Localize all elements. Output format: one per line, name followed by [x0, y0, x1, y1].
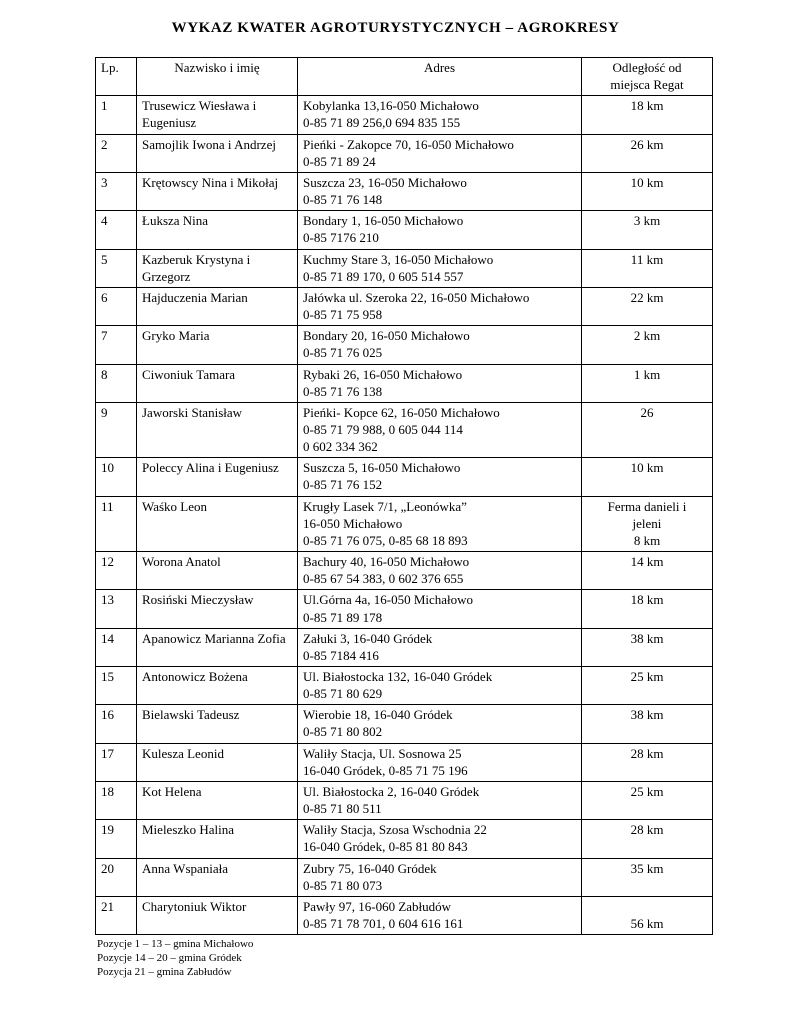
- cell-distance: [582, 781, 713, 819]
- address-line: Jałówka ul. Szeroka 22, 16-050 Michałowo: [303, 289, 530, 305]
- header-distance-line1: Odległość od: [612, 60, 682, 75]
- cell-distance: [582, 552, 713, 590]
- cell-name: Samojlik Iwona i Andrzej: [137, 134, 298, 172]
- cell-address: [298, 364, 582, 402]
- address-line: 0-85 71 80 511: [303, 801, 382, 817]
- address-line: 0-85 7176 210: [303, 230, 379, 246]
- cell-lp: 2: [96, 134, 137, 172]
- cell-name: Bielawski Tadeusz: [137, 705, 298, 743]
- cell-lp: 15: [96, 667, 137, 705]
- header-address: Adres: [298, 58, 582, 96]
- table-row: [96, 590, 713, 628]
- address-line: Ul. Białostocka 2, 16-040 Gródek: [303, 783, 480, 799]
- address-line: 0-85 71 80 629: [303, 686, 383, 702]
- header-distance: [582, 58, 713, 96]
- cell-lp: 21: [96, 896, 137, 934]
- cell-lp: 8: [96, 364, 137, 402]
- cell-address: [298, 820, 582, 858]
- cell-address: [298, 326, 582, 364]
- cell-lp: 16: [96, 705, 137, 743]
- table-row: [96, 743, 713, 781]
- cell-name: Łuksza Nina: [137, 211, 298, 249]
- cell-lp: 1: [96, 96, 137, 134]
- distance-line: 56 km: [630, 916, 664, 932]
- address-line: 0-85 71 75 958: [303, 307, 383, 323]
- address-line: 0 602 334 362: [303, 439, 378, 455]
- address-line: 0-85 67 54 383, 0 602 376 655: [303, 571, 464, 587]
- table-row: [96, 896, 713, 934]
- cell-distance: [582, 249, 713, 287]
- cell-address: [298, 458, 582, 496]
- cell-distance: [582, 458, 713, 496]
- cell-distance: [582, 628, 713, 666]
- address-line: Waliły Stacja, Szosa Wschodnia 22: [303, 822, 487, 838]
- distance-line: 25 km: [630, 783, 664, 799]
- distance-line: 10 km: [630, 174, 664, 190]
- address-line: Załuki 3, 16-040 Gródek: [303, 630, 433, 646]
- cell-distance: [582, 858, 713, 896]
- table-row: [96, 326, 713, 364]
- note-line-3: Pozycja 21 – gmina Zabłudów: [97, 965, 232, 978]
- cell-distance: [582, 896, 713, 934]
- distance-line: 35 km: [630, 860, 664, 876]
- cell-address: [298, 211, 582, 249]
- cell-lp: 13: [96, 590, 137, 628]
- cell-lp: 4: [96, 211, 137, 249]
- cell-name: Trusewicz Wiesława i Eugeniusz: [137, 96, 298, 134]
- cell-lp: 9: [96, 402, 137, 457]
- table-row: [96, 211, 713, 249]
- cell-address: [298, 552, 582, 590]
- cell-distance: [582, 326, 713, 364]
- address-line: 0-85 71 89 24: [303, 153, 376, 169]
- cell-address: [298, 705, 582, 743]
- table-body: [96, 96, 713, 935]
- cell-address: [298, 496, 582, 551]
- address-line: 0-85 71 78 701, 0 604 616 161: [303, 916, 464, 932]
- header-distance-line2: miejsca Regat: [610, 77, 684, 93]
- cell-name: Kot Helena: [137, 781, 298, 819]
- cell-name: Krętowscy Nina i Mikołaj: [137, 172, 298, 210]
- table-row: [96, 781, 713, 819]
- cell-distance: [582, 667, 713, 705]
- table-row: [96, 858, 713, 896]
- cell-lp: 11: [96, 496, 137, 551]
- distance-line: 11 km: [630, 251, 664, 267]
- table-row: [96, 96, 713, 134]
- address-line: 0-85 71 76 148: [303, 192, 383, 208]
- cell-name: Mieleszko Halina: [137, 820, 298, 858]
- address-line: 0-85 71 89 170, 0 605 514 557: [303, 268, 464, 284]
- cell-distance: [582, 820, 713, 858]
- cell-name: Anna Wspaniała: [137, 858, 298, 896]
- address-line: Pawły 97, 16-060 Zabłudów: [303, 898, 452, 914]
- cell-name: Poleccy Alina i Eugeniusz: [137, 458, 298, 496]
- cell-lp: 20: [96, 858, 137, 896]
- cell-name: Kazberuk Krystyna i Grzegorz: [137, 249, 298, 287]
- address-line: 0-85 7184 416: [303, 647, 379, 663]
- distance-line: 22 km: [630, 289, 664, 305]
- address-line: 0-85 71 76 075, 0-85 68 18 893: [303, 532, 468, 548]
- cell-distance: [582, 287, 713, 325]
- cell-distance: [582, 496, 713, 551]
- cell-distance: [582, 705, 713, 743]
- distance-line: 28 km: [630, 745, 664, 761]
- address-line: Wierobie 18, 16-040 Gródek: [303, 707, 453, 723]
- cell-address: [298, 896, 582, 934]
- address-line: Rybaki 26, 16-050 Michałowo: [303, 366, 463, 382]
- distance-line: 3 km: [633, 213, 661, 229]
- distance-line: 14 km: [630, 554, 664, 570]
- header-name: Nazwisko i imię: [137, 58, 298, 96]
- cell-distance: [582, 402, 713, 457]
- address-line: Ul.Górna 4a, 16-050 Michałowo: [303, 592, 474, 608]
- table-row: [96, 134, 713, 172]
- distance-line: 26 km: [630, 136, 664, 152]
- cell-name: Waśko Leon: [137, 496, 298, 551]
- cell-address: [298, 402, 582, 457]
- table-header-row: [96, 58, 713, 96]
- address-line: Ul. Białostocka 132, 16-040 Gródek: [303, 669, 493, 684]
- table-row: [96, 496, 713, 551]
- cell-lp: 6: [96, 287, 137, 325]
- note-line-1: Pozycje 1 – 13 – gmina Michałowo: [97, 938, 254, 951]
- distance-line: 18 km: [630, 98, 664, 114]
- cell-lp: 10: [96, 458, 137, 496]
- address-line: 0-85 71 80 073: [303, 877, 383, 893]
- address-line: Zubry 75, 16-040 Gródek: [303, 860, 437, 876]
- cell-lp: 3: [96, 172, 137, 210]
- address-line: 16-040 Gródek, 0-85 81 80 843: [303, 839, 468, 855]
- address-line: 0-85 71 79 988, 0 605 044 114: [303, 421, 463, 437]
- cell-name: Antonowicz Bożena: [137, 667, 298, 705]
- address-line: 0-85 71 89 256,0 694 835 155: [303, 115, 461, 131]
- distance-line: 38 km: [630, 630, 664, 646]
- address-line: Pieńki- Kopce 62, 16-050 Michałowo: [303, 404, 500, 420]
- cell-name: Gryko Maria: [137, 326, 298, 364]
- cell-address: [298, 96, 582, 134]
- distance-line: 10 km: [630, 460, 664, 476]
- note-line-2: Pozycje 14 – 20 – gmina Gródek: [97, 951, 242, 964]
- address-line: Pieńki - Zakopce 70, 16-050 Michałowo: [303, 136, 514, 152]
- cell-address: [298, 628, 582, 666]
- distance-line: 18 km: [630, 592, 664, 608]
- page-title: WYKAZ KWATER AGROTURYSTYCZNYCH – AGROKRESY: [171, 20, 620, 36]
- table-row: [96, 705, 713, 743]
- cell-name: Jaworski Stanisław: [137, 402, 298, 457]
- cell-lp: 5: [96, 249, 137, 287]
- address-line: 16-040 Gródek, 0-85 71 75 196: [303, 762, 468, 778]
- cell-address: [298, 249, 582, 287]
- address-line: 0-85 71 89 178: [303, 609, 383, 625]
- cell-distance: [582, 172, 713, 210]
- cell-name: Kulesza Leonid: [137, 743, 298, 781]
- address-line: Bondary 20, 16-050 Michałowo: [303, 328, 470, 344]
- distance-line: 38 km: [630, 707, 664, 723]
- address-line: 0-85 71 76 152: [303, 477, 383, 493]
- table-row: [96, 667, 713, 705]
- header-lp: Lp.: [96, 58, 137, 96]
- address-line: Suszcza 5, 16-050 Michałowo: [303, 460, 461, 476]
- cell-distance: [582, 364, 713, 402]
- cell-distance: [582, 743, 713, 781]
- distance-line: 8 km: [633, 532, 661, 548]
- distance-line: 26: [640, 404, 654, 420]
- address-line: Waliły Stacja, Ul. Sosnowa 25: [303, 745, 462, 761]
- address-line: Kobylanka 13,16-050 Michałowo: [303, 98, 479, 114]
- cell-address: [298, 667, 582, 705]
- cell-distance: [582, 134, 713, 172]
- address-line: 16-050 Michałowo: [303, 515, 403, 531]
- table-row: [96, 402, 713, 457]
- cell-distance: [582, 590, 713, 628]
- footer-notes: [97, 938, 791, 979]
- cell-lp: 7: [96, 326, 137, 364]
- distance-line: 28 km: [630, 822, 664, 838]
- address-line: Bondary 1, 16-050 Michałowo: [303, 213, 464, 229]
- address-line: Krugły Lasek 7/1, „Leonówka”: [303, 498, 467, 514]
- address-line: 0-85 71 76 025: [303, 345, 383, 361]
- table-row: [96, 287, 713, 325]
- distance-line: 2 km: [633, 328, 661, 344]
- cell-lp: 17: [96, 743, 137, 781]
- address-line: Suszcza 23, 16-050 Michałowo: [303, 174, 467, 190]
- cell-distance: [582, 211, 713, 249]
- cell-name: Apanowicz Marianna Zofia: [137, 628, 298, 666]
- cell-name: Charytoniuk Wiktor: [137, 896, 298, 934]
- cell-address: [298, 743, 582, 781]
- cell-lp: 19: [96, 820, 137, 858]
- table-row: [96, 364, 713, 402]
- cell-address: [298, 781, 582, 819]
- address-line: 0-85 71 76 138: [303, 383, 383, 399]
- cell-name: Worona Anatol: [137, 552, 298, 590]
- distance-line: [587, 898, 707, 915]
- table-row: [96, 552, 713, 590]
- cell-address: [298, 287, 582, 325]
- distance-line: 1 km: [633, 366, 661, 382]
- table-row: [96, 458, 713, 496]
- cell-distance: [582, 96, 713, 134]
- distance-line: jeleni: [632, 515, 662, 531]
- table-row: [96, 249, 713, 287]
- table-row: [96, 820, 713, 858]
- distance-line: Ferma danieli i: [607, 498, 687, 514]
- cell-lp: 12: [96, 552, 137, 590]
- cell-name: Hajduczenia Marian: [137, 287, 298, 325]
- cell-address: [298, 134, 582, 172]
- accommodation-table: [95, 57, 713, 935]
- cell-lp: 18: [96, 781, 137, 819]
- cell-address: [298, 172, 582, 210]
- cell-address: [298, 858, 582, 896]
- cell-name: Ciwoniuk Tamara: [137, 364, 298, 402]
- address-line: 0-85 71 80 802: [303, 724, 383, 740]
- cell-name: Rosiński Mieczysław: [137, 590, 298, 628]
- cell-lp: 14: [96, 628, 137, 666]
- address-line: Bachury 40, 16-050 Michałowo: [303, 554, 470, 570]
- table-row: [96, 628, 713, 666]
- distance-line: 25 km: [630, 669, 664, 684]
- cell-address: [298, 590, 582, 628]
- address-line: Kuchmy Stare 3, 16-050 Michałowo: [303, 251, 494, 267]
- table-row: [96, 172, 713, 210]
